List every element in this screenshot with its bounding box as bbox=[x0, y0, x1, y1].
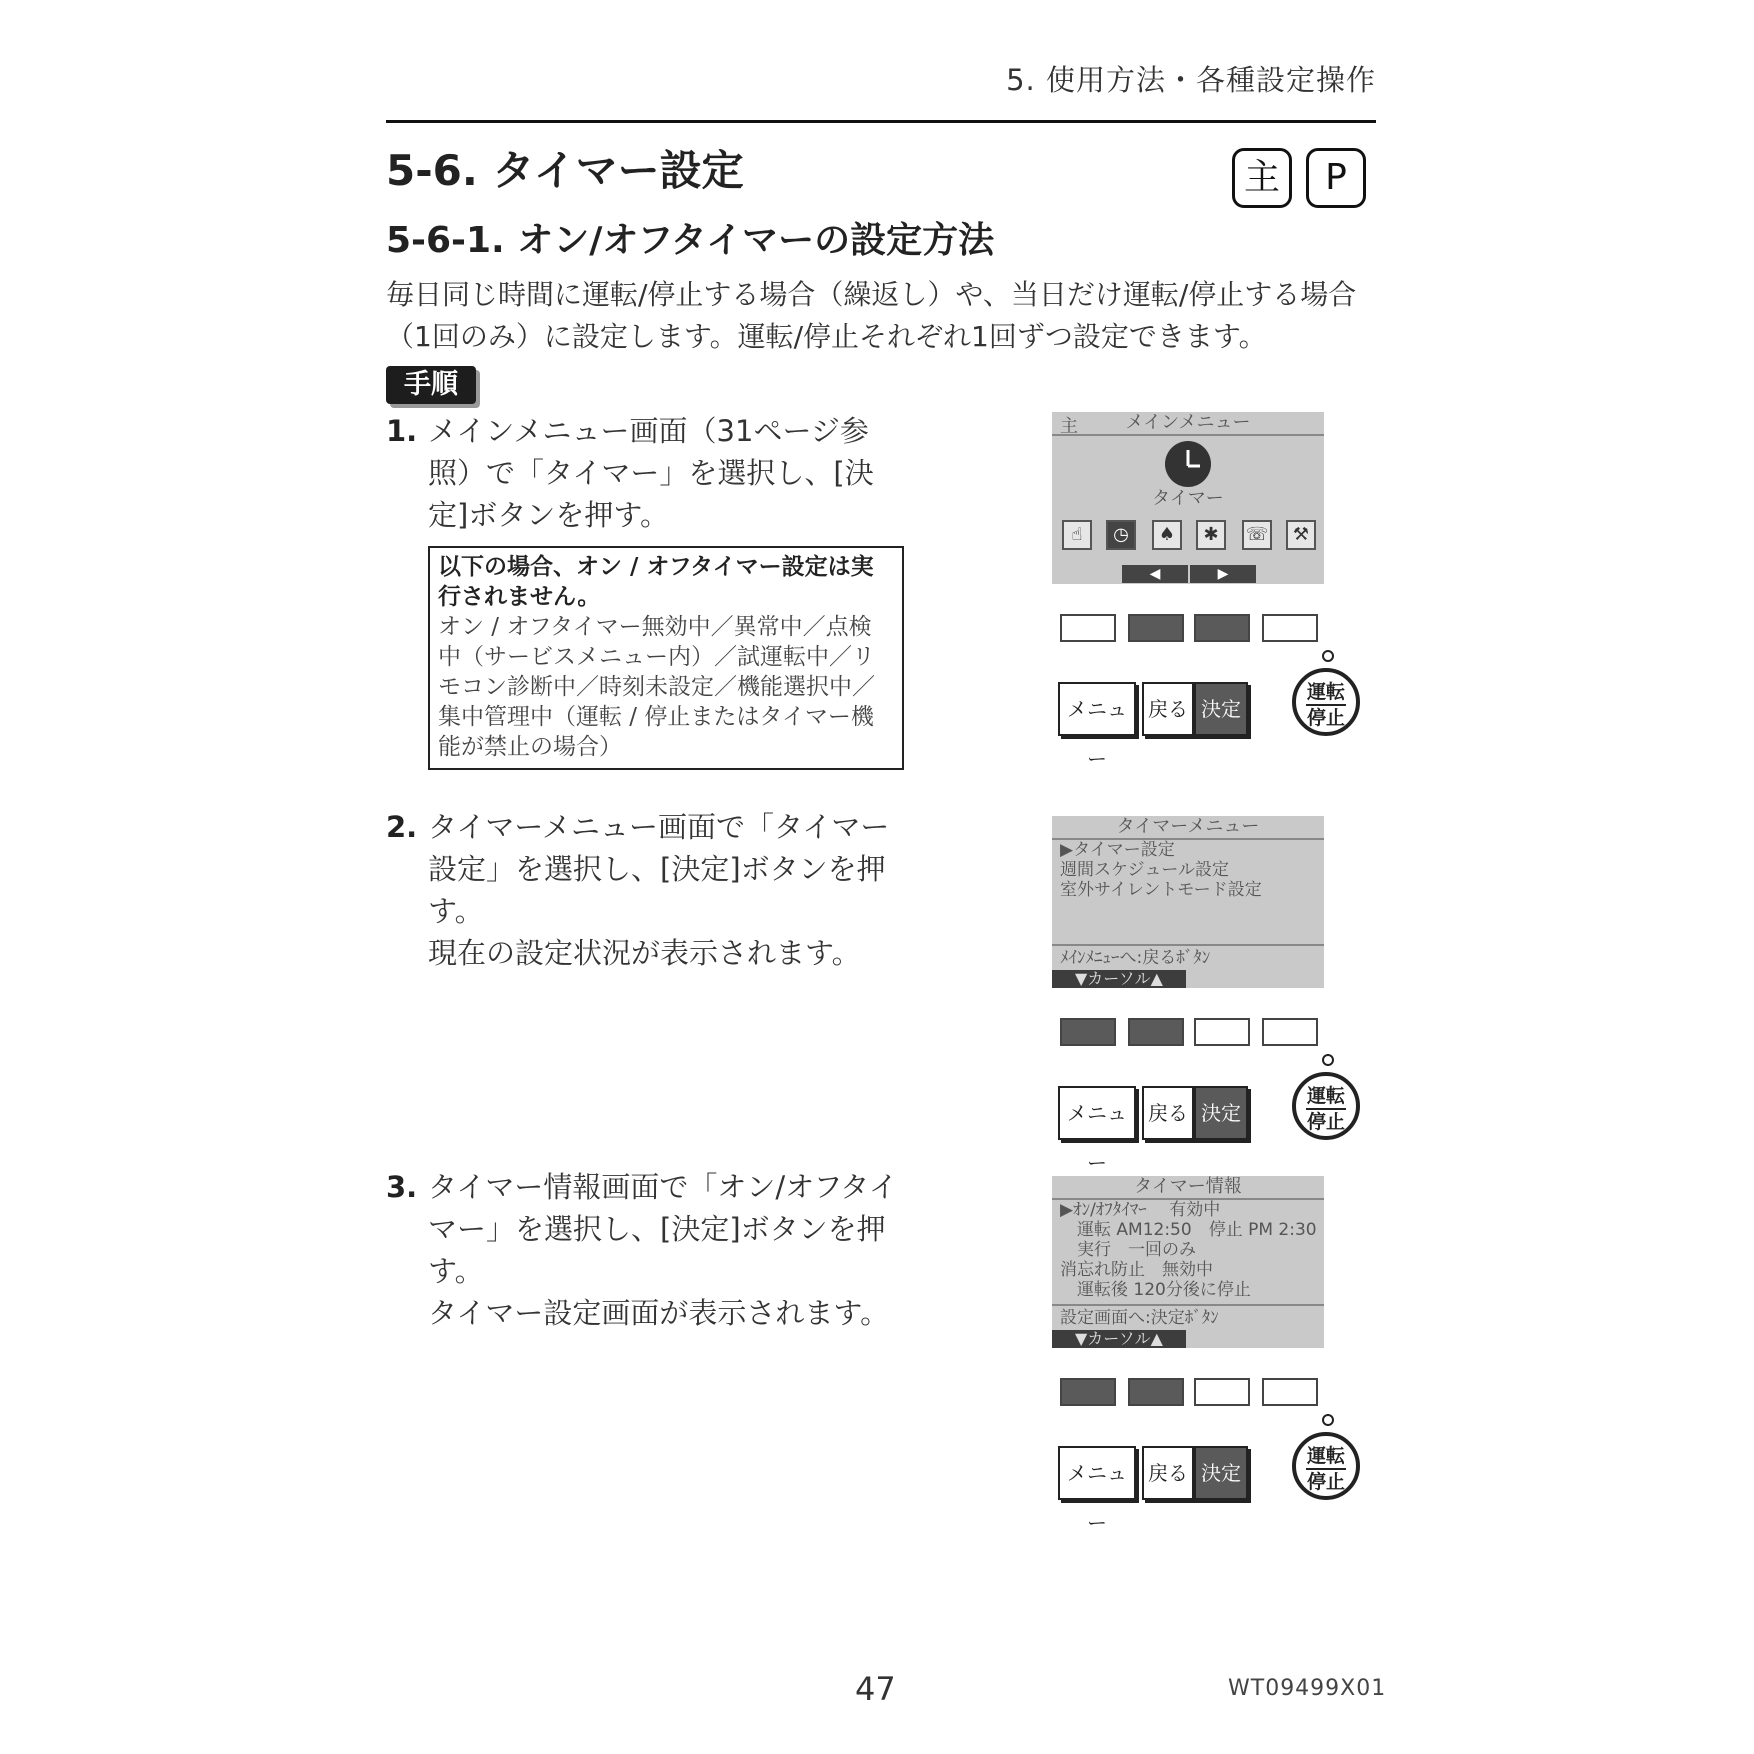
step-number: 1. bbox=[386, 414, 418, 448]
menu-button[interactable]: メニュー bbox=[1058, 1446, 1136, 1500]
power-label-stop: 停止 bbox=[1306, 707, 1345, 729]
badge-p: P bbox=[1306, 148, 1366, 208]
function-button-f2[interactable] bbox=[1128, 614, 1184, 642]
info-line-execute: 実行 一回のみ bbox=[1060, 1240, 1196, 1260]
power-led bbox=[1322, 1414, 1334, 1426]
function-button-f1[interactable] bbox=[1060, 614, 1116, 642]
info-line-auto-off: 消忘れ防止 無効中 bbox=[1060, 1260, 1213, 1280]
step-result: タイマー設定画面が表示されます。 bbox=[428, 1296, 890, 1330]
ok-button[interactable]: 決定 bbox=[1194, 682, 1248, 736]
intro-paragraph: 毎日同じ時間に運転/停止する場合（繰返し）や、当日だけ運転/停止する場合（1回のみ）に設定します。運転/停止それぞれ1回ずつ設定できます。 bbox=[386, 278, 1357, 353]
function-button-f1[interactable] bbox=[1060, 1018, 1116, 1046]
main-menu-screen bbox=[1052, 412, 1324, 584]
screen-title: タイマーメニュー bbox=[1116, 816, 1260, 837]
clock-icon bbox=[1052, 436, 1324, 488]
tree-icon: ♠ bbox=[1152, 520, 1182, 550]
power-button[interactable] bbox=[1292, 668, 1360, 736]
step-text: タイマーメニュー画面で「タイマー設定」を選択し、[決定]ボタンを押す。 bbox=[428, 810, 890, 928]
menu-item-outdoor-silent[interactable]: 室外サイレントモード設定 bbox=[1060, 880, 1262, 900]
note-body: オン / オフタイマー無効中／異常中／点検中（サービスメニュー内）／試運転中／リモコン診断中／時刻未設定／機能選択中／集中管理中（運転 / 停止またはタイマー機能が禁止の場合） bbox=[438, 614, 875, 760]
step-2 bbox=[386, 806, 906, 974]
ok-button[interactable]: 決定 bbox=[1194, 1086, 1248, 1140]
function-button-f2[interactable] bbox=[1128, 1018, 1184, 1046]
procedure-label: 手順 bbox=[386, 366, 476, 404]
back-button[interactable]: 戻る bbox=[1142, 682, 1194, 736]
function-button-f3[interactable] bbox=[1194, 1018, 1250, 1046]
info-line-stop-after: 運転後 120分後に停止 bbox=[1060, 1280, 1251, 1300]
tools-icon: ⚒ bbox=[1286, 520, 1316, 550]
menu-button[interactable]: メニュー bbox=[1058, 682, 1136, 736]
back-button[interactable]: 戻る bbox=[1142, 1086, 1194, 1140]
section-title: 5-6. タイマー設定 bbox=[386, 146, 744, 195]
cursor-nav: ▼カーソル▲ bbox=[1052, 1330, 1186, 1348]
power-button[interactable] bbox=[1292, 1072, 1360, 1140]
left-arrow-indicator: ◀ bbox=[1122, 565, 1188, 583]
function-button-f4[interactable] bbox=[1262, 1018, 1318, 1046]
clock-icon: ◷ bbox=[1106, 520, 1136, 550]
step-number: 2. bbox=[386, 810, 418, 844]
function-button-f3[interactable] bbox=[1194, 1378, 1250, 1406]
screen-title: メインメニュー bbox=[1125, 412, 1251, 433]
power-label-stop: 停止 bbox=[1306, 1471, 1345, 1493]
power-led bbox=[1322, 1054, 1334, 1066]
power-label-run: 運転 bbox=[1306, 1085, 1345, 1107]
page-number: 47 bbox=[855, 1670, 896, 1708]
info-line-onoff-timer[interactable]: ▶ｵﾝ/ｵﾌﾀｲﾏｰ 有効中 bbox=[1060, 1200, 1221, 1220]
menu-item-weekly-schedule[interactable]: 週間スケジュール設定 bbox=[1060, 860, 1229, 880]
running-head: 5. 使用方法・各種設定操作 bbox=[1006, 63, 1376, 97]
step-result: 現在の設定状況が表示されます。 bbox=[428, 936, 861, 970]
note-box bbox=[428, 546, 904, 770]
document-code: WT09499X01 bbox=[1228, 1676, 1387, 1701]
screen-hint: 設定画面へ:決定ﾎﾞﾀﾝ bbox=[1060, 1308, 1219, 1328]
info-line-times: 運転 AM12:50 停止 PM 2:30 bbox=[1060, 1220, 1317, 1240]
hand-icon: ☝ bbox=[1062, 520, 1092, 550]
function-button-f2[interactable] bbox=[1128, 1378, 1184, 1406]
power-label-run: 運転 bbox=[1306, 681, 1345, 703]
power-led bbox=[1322, 650, 1334, 662]
function-button-f3[interactable] bbox=[1194, 614, 1250, 642]
gear-icon: ✱ bbox=[1196, 520, 1226, 550]
header-rule bbox=[386, 120, 1376, 123]
timer-info-screen bbox=[1052, 1176, 1324, 1348]
screen-title: タイマー情報 bbox=[1134, 1176, 1242, 1197]
power-label-run: 運転 bbox=[1306, 1445, 1345, 1467]
step-number: 3. bbox=[386, 1170, 418, 1204]
screen-hint: ﾒｲﾝﾒﾆｭｰへ:戻るﾎﾞﾀﾝ bbox=[1060, 948, 1211, 968]
right-arrow-indicator: ▶ bbox=[1190, 565, 1256, 583]
step-text: タイマー情報画面で「オン/オフタイマー」を選択し、[決定]ボタンを押す。 bbox=[428, 1170, 898, 1288]
note-title: 以下の場合、オン / オフタイマー設定は実行されません。 bbox=[438, 554, 874, 610]
function-button-f4[interactable] bbox=[1262, 614, 1318, 642]
function-button-f1[interactable] bbox=[1060, 1378, 1116, 1406]
back-button[interactable]: 戻る bbox=[1142, 1446, 1194, 1500]
selected-item-label: タイマー bbox=[1152, 488, 1224, 509]
step-3 bbox=[386, 1166, 906, 1334]
cursor-nav: ▼カーソル▲ bbox=[1052, 970, 1186, 988]
power-button[interactable] bbox=[1292, 1432, 1360, 1500]
screen-corner-label: 主 bbox=[1060, 416, 1078, 437]
menu-item-timer-setting[interactable]: ▶タイマー設定 bbox=[1060, 840, 1175, 860]
menu-button[interactable]: メニュー bbox=[1058, 1086, 1136, 1140]
subsection-title: 5-6-1. オン/オフタイマーの設定方法 bbox=[386, 220, 995, 261]
function-button-f4[interactable] bbox=[1262, 1378, 1318, 1406]
step-1 bbox=[386, 410, 906, 536]
phone-icon: ☏ bbox=[1242, 520, 1272, 550]
badge-main: 主 bbox=[1232, 148, 1292, 208]
step-text: メインメニュー画面（31ページ参照）で「タイマー」を選択し、[決定]ボタンを押す。 bbox=[428, 414, 874, 532]
ok-button[interactable]: 決定 bbox=[1194, 1446, 1248, 1500]
timer-menu-screen bbox=[1052, 816, 1324, 988]
power-label-stop: 停止 bbox=[1306, 1111, 1345, 1133]
